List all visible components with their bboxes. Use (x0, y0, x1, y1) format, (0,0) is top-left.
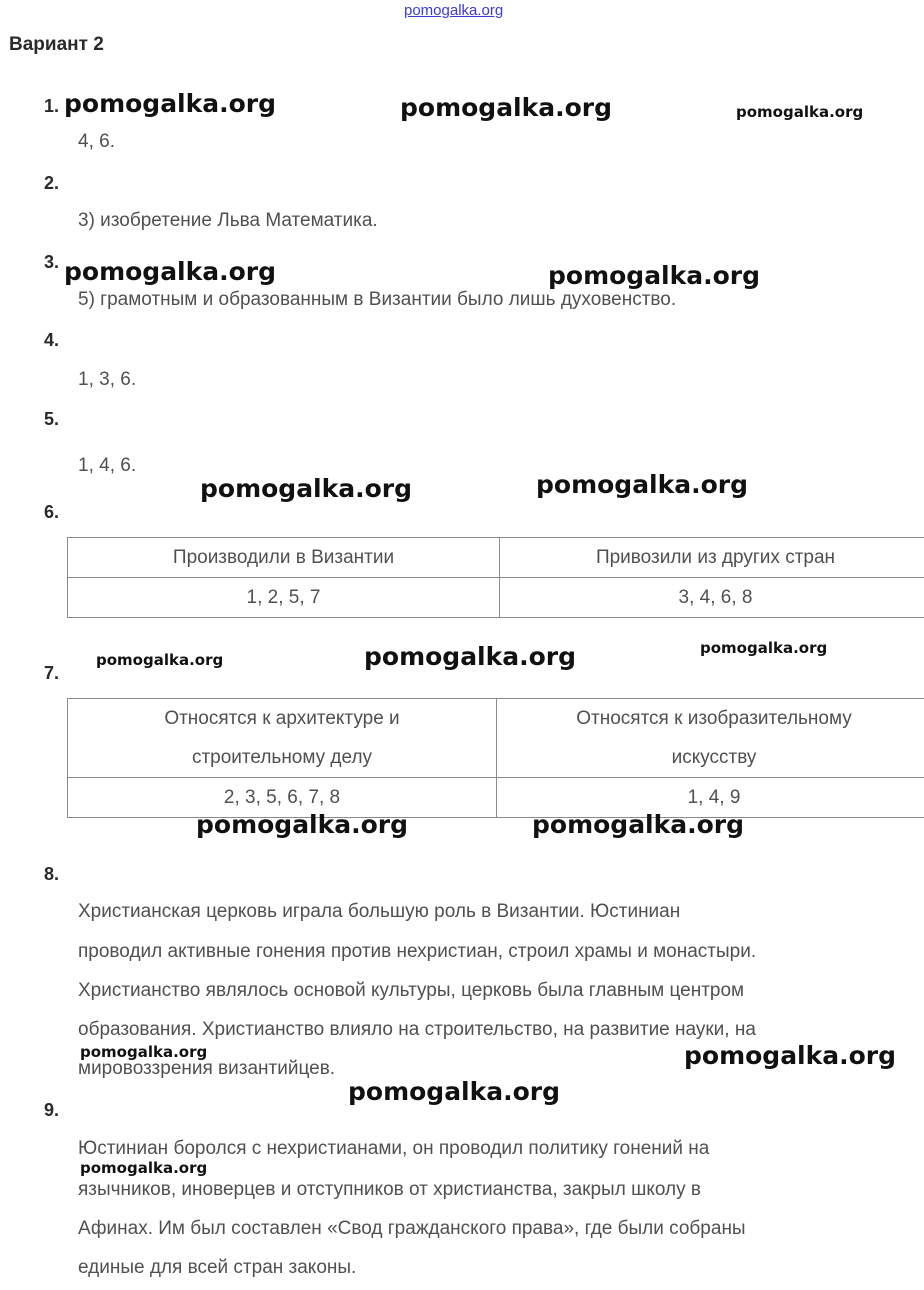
paragraph-line: Афинах. Им был составлен «Свод гражданского права», где были собраны (78, 1218, 746, 1239)
table-row (68, 578, 924, 618)
question-number: 9. (44, 1100, 60, 1120)
table-header-row (68, 538, 924, 578)
question-number: 1. (44, 96, 60, 116)
question-number: 5. (44, 409, 60, 429)
watermark: pomogalka.org (684, 1041, 897, 1070)
header-line: Относятся к изобразительному (576, 708, 852, 729)
question-number: 7. (44, 663, 60, 683)
watermark: pomogalka.org (80, 1159, 208, 1177)
paragraph-line: Христианство являлось основой культуры, церковь была главным центром (78, 980, 745, 1001)
watermark: pomogalka.org (196, 810, 409, 839)
watermark: pomogalka.org (700, 639, 828, 657)
answer-text: 5) грамотным и образованным в Византии было лишь духовенство. (78, 289, 677, 310)
table-header-cell (497, 699, 924, 778)
paragraph-line: Христианская церковь играла большую роль в Византии. Юстиниан (78, 901, 681, 922)
header-line: строительному делу (191, 747, 373, 768)
answer-text: 1, 3, 6. (78, 369, 137, 390)
paragraph-line: образования. Христианство влияло на строительство, на развитие науки, на (78, 1019, 756, 1040)
table-header-row (68, 699, 924, 778)
header-line: искусству (671, 747, 757, 768)
question-number: 8. (44, 864, 60, 884)
question-number: 4. (44, 330, 60, 350)
watermark: pomogalka.org (364, 642, 577, 671)
watermark: pomogalka.org (200, 474, 413, 503)
table-cell: 3, 4, 6, 8 (500, 578, 924, 618)
answer-text: 1, 4, 6. (78, 455, 137, 476)
table-header-cell: Привозили из других стран (500, 538, 924, 578)
table-header-cell (68, 699, 497, 778)
table-header-cell: Производили в Византии (68, 538, 500, 578)
header-line: Относятся к архитектуре и (164, 708, 400, 729)
paragraph-line: мировоззрения византийцев. (78, 1058, 336, 1079)
page-title: Вариант 2 (9, 34, 104, 55)
table-cell: 1, 2, 5, 7 (68, 578, 500, 618)
table-q7 (67, 698, 924, 818)
question-number: 3. (44, 252, 60, 272)
table-cell: 2, 3, 5, 6, 7, 8 (68, 778, 497, 818)
watermark: pomogalka.org (548, 261, 761, 290)
paragraph-line: язычников, иноверцев и отступников от христианства, закрыл школу в (78, 1179, 701, 1200)
answer-text: 4, 6. (78, 131, 115, 152)
paragraph-line: Юстиниан боролся с нехристианами, он проводил политику гонений на (78, 1138, 710, 1159)
watermark: pomogalka.org (532, 810, 745, 839)
table-q6 (67, 537, 924, 618)
answer-text: 3) изобретение Льва Математика. (78, 210, 378, 231)
watermark: pomogalka.org (348, 1077, 561, 1106)
watermark: pomogalka.org (96, 651, 224, 669)
watermark: pomogalka.org (64, 257, 277, 286)
watermark: pomogalka.org (64, 89, 277, 118)
question-number: 6. (44, 502, 60, 522)
question-number: 2. (44, 173, 60, 193)
watermark: pomogalka.org (400, 93, 613, 122)
paragraph-line: единые для всей стран законы. (78, 1257, 357, 1278)
watermark: pomogalka.org (536, 470, 749, 499)
table-cell: 1, 4, 9 (497, 778, 924, 818)
paragraph-line: проводил активные гонения против нехристиан, строил храмы и монастыри. (78, 941, 757, 962)
watermark: pomogalka.org (80, 1043, 208, 1061)
watermark: pomogalka.org (736, 103, 864, 121)
site-link[interactable]: pomogalka.org (404, 2, 504, 19)
